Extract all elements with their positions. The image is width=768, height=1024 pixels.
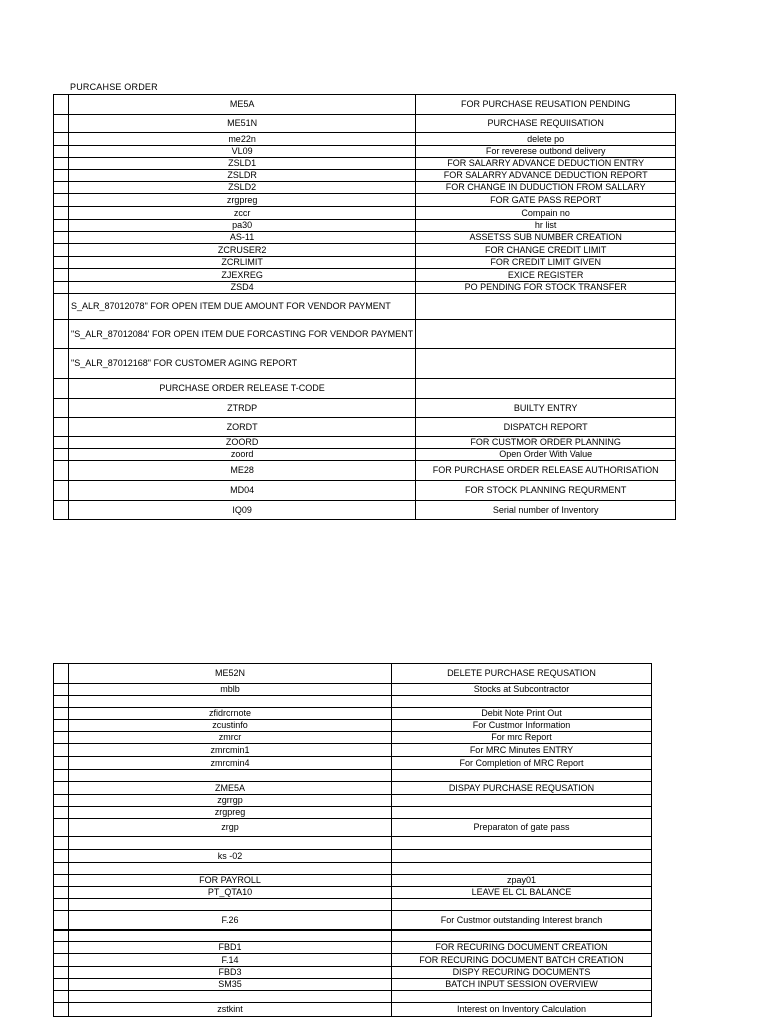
description-cell: Preparaton of gate pass: [392, 819, 652, 837]
row-index-cell: [54, 819, 69, 837]
table-row: [54, 899, 652, 911]
description-cell: FOR CREDIT LIMIT GIVEN: [416, 257, 676, 269]
table-row: [54, 449, 676, 461]
tcode-cell: zmrcr: [69, 732, 392, 744]
description-cell: PURCHASE REQUIISATION: [416, 115, 676, 133]
tcode-cell: ZOORD: [69, 437, 416, 449]
tcode-cell: zcustinfo: [69, 720, 392, 732]
tcode-table-3: [53, 929, 652, 1017]
table-row: [54, 744, 652, 757]
tcode-cell: zrgp: [69, 819, 392, 837]
table-row: [54, 875, 652, 887]
tcode-cell: FBD1: [69, 942, 392, 954]
tcode-cell: ZSLD1: [69, 158, 416, 170]
tcode-cell: ZORDT: [69, 418, 416, 437]
tcode-cell: ks -02: [69, 850, 392, 863]
tcode-cell: ME28: [69, 461, 416, 481]
table-row: [54, 911, 652, 931]
tcode-cell: ZTRDP: [69, 399, 416, 418]
row-index-cell: [54, 207, 69, 220]
tcode-cell: ZJEXREG: [69, 269, 416, 282]
description-cell: [392, 807, 652, 819]
description-cell: [392, 770, 652, 782]
tcode-cell: ME52N: [69, 664, 392, 684]
tcode-cell: [69, 837, 392, 850]
description-cell: [416, 320, 676, 349]
description-cell: For Custmor Information: [392, 720, 652, 732]
table-row: [54, 115, 676, 133]
tcode-cell: "S_ALR_87012084' FOR OPEN ITEM DUE FORCASTING FOR VENDOR PAYMENT: [69, 320, 416, 349]
description-cell: BATCH INPUT SESSION OVERVIEW: [392, 979, 652, 991]
row-index-cell: [54, 911, 69, 931]
table-row: [54, 696, 652, 708]
tcode-cell: ZSLDR: [69, 170, 416, 182]
description-cell: Compain no: [416, 207, 676, 220]
row-index-cell: [54, 875, 69, 887]
row-index-cell: [54, 954, 69, 967]
description-cell: For mrc Report: [392, 732, 652, 744]
row-index-cell: [54, 899, 69, 911]
description-cell: [392, 795, 652, 807]
table-row: [54, 942, 652, 954]
tcode-cell: ZME5A: [69, 782, 392, 795]
tcode-cell: AS-11: [69, 232, 416, 244]
row-index-cell: [54, 379, 69, 399]
description-cell: For reverese outbond delivery: [416, 146, 676, 158]
table-row: [54, 850, 652, 863]
description-cell: DISPAY PURCHASE REQUSATION: [392, 782, 652, 795]
description-cell: FOR PURCHASE ORDER RELEASE AUTHORISATION: [416, 461, 676, 481]
row-index-cell: [54, 708, 69, 720]
row-index-cell: [54, 269, 69, 282]
description-cell: [416, 349, 676, 379]
table-row: [54, 732, 652, 744]
description-cell: [392, 863, 652, 875]
table-row: [54, 782, 652, 795]
table-row: [54, 244, 676, 257]
tcode-cell: me22n: [69, 133, 416, 146]
row-index-cell: [54, 684, 69, 696]
tcode-cell: ZCRLIMIT: [69, 257, 416, 269]
description-cell: FOR CHANGE CREDIT LIMIT: [416, 244, 676, 257]
tcode-cell: "S_ALR_87012168" FOR CUSTOMER AGING REPORT: [69, 349, 416, 379]
table-row: [54, 146, 676, 158]
description-cell: FOR PURCHASE REUSATION PENDING: [416, 95, 676, 115]
description-cell: [392, 991, 652, 1003]
table-row: [54, 770, 652, 782]
row-index-cell: [54, 942, 69, 954]
table-row: [54, 967, 652, 979]
row-index-cell: [54, 282, 69, 294]
description-cell: hr list: [416, 220, 676, 232]
row-index-cell: [54, 863, 69, 875]
row-index-cell: [54, 182, 69, 194]
tcode-cell: zmrcmin4: [69, 757, 392, 770]
tcode-cell: zoord: [69, 449, 416, 461]
row-index-cell: [54, 115, 69, 133]
description-cell: ASSETSS SUB NUMBER CREATION: [416, 232, 676, 244]
description-cell: [392, 850, 652, 863]
table-row: [54, 708, 652, 720]
row-index-cell: [54, 449, 69, 461]
row-index-cell: [54, 170, 69, 182]
tcode-cell: zrgpreg: [69, 807, 392, 819]
tcode-cell: [69, 770, 392, 782]
table-row: [54, 930, 652, 942]
tcode-cell: ZSD4: [69, 282, 416, 294]
table-row: [54, 349, 676, 379]
row-index-cell: [54, 501, 69, 520]
table-row: [54, 757, 652, 770]
row-index-cell: [54, 991, 69, 1003]
tcode-cell: VL09: [69, 146, 416, 158]
table-row: [54, 207, 676, 220]
row-index-cell: [54, 782, 69, 795]
row-index-cell: [54, 133, 69, 146]
row-index-cell: [54, 887, 69, 899]
row-index-cell: [54, 979, 69, 991]
table-row: [54, 887, 652, 899]
row-index-cell: [54, 732, 69, 744]
row-index-cell: [54, 837, 69, 850]
row-index-cell: [54, 664, 69, 684]
row-index-cell: [54, 437, 69, 449]
row-index-cell: [54, 95, 69, 115]
table-row: [54, 979, 652, 991]
table-row: [54, 320, 676, 349]
table-row: [54, 133, 676, 146]
description-cell: [392, 696, 652, 708]
tcode-cell: [69, 696, 392, 708]
page-title: PURCAHSE ORDER: [70, 82, 158, 92]
description-cell: [392, 899, 652, 911]
tcode-cell: [69, 930, 392, 942]
tcode-cell: PURCHASE ORDER RELEASE T-CODE: [69, 379, 416, 399]
tcode-cell: IQ09: [69, 501, 416, 520]
table-row: [54, 379, 676, 399]
tcode-cell: [69, 863, 392, 875]
row-index-cell: [54, 220, 69, 232]
table-row: [54, 837, 652, 850]
description-cell: [392, 837, 652, 850]
row-index-cell: [54, 461, 69, 481]
description-cell: FOR CUSTMOR ORDER PLANNING: [416, 437, 676, 449]
description-cell: Stocks at Subcontractor: [392, 684, 652, 696]
row-index-cell: [54, 696, 69, 708]
row-index-cell: [54, 158, 69, 170]
tcode-cell: zfidrcrnote: [69, 708, 392, 720]
table-row: [54, 954, 652, 967]
description-cell: For Custmor outstanding Interest branch: [392, 911, 652, 931]
tcode-cell: F.14: [69, 954, 392, 967]
table-row: [54, 158, 676, 170]
table-row: [54, 182, 676, 194]
row-index-cell: [54, 1003, 69, 1017]
row-index-cell: [54, 232, 69, 244]
description-cell: FOR CHANGE IN DUDUCTION FROM SALLARY: [416, 182, 676, 194]
table-row: [54, 294, 676, 320]
tcode-cell: zrgpreg: [69, 194, 416, 207]
row-index-cell: [54, 795, 69, 807]
tcode-cell: ZCRUSER2: [69, 244, 416, 257]
row-index-cell: [54, 757, 69, 770]
table-row: [54, 807, 652, 819]
row-index-cell: [54, 744, 69, 757]
row-index-cell: [54, 850, 69, 863]
table-row: [54, 991, 652, 1003]
table-row: [54, 720, 652, 732]
description-cell: DELETE PURCHASE REQUSATION: [392, 664, 652, 684]
description-cell: FOR STOCK PLANNING REQURMENT: [416, 481, 676, 501]
description-cell: DISPY RECURING DOCUMENTS: [392, 967, 652, 979]
description-cell: FOR SALARRY ADVANCE DEDUCTION REPORT: [416, 170, 676, 182]
table-row: [54, 863, 652, 875]
row-index-cell: [54, 967, 69, 979]
description-cell: For Completion of MRC Report: [392, 757, 652, 770]
table-row: [54, 461, 676, 481]
tcode-cell: mblb: [69, 684, 392, 696]
row-index-cell: [54, 418, 69, 437]
tcode-cell: pa30: [69, 220, 416, 232]
description-cell: BUILTY ENTRY: [416, 399, 676, 418]
tcode-table-2: [53, 663, 652, 931]
tcode-cell: zccr: [69, 207, 416, 220]
row-index-cell: [54, 320, 69, 349]
description-cell: FOR SALARRY ADVANCE DEDUCTION ENTRY: [416, 158, 676, 170]
table-row: [54, 481, 676, 501]
row-index-cell: [54, 257, 69, 269]
description-cell: PO PENDING FOR STOCK TRANSFER: [416, 282, 676, 294]
table-row: [54, 95, 676, 115]
description-cell: zpay01: [392, 875, 652, 887]
table-row: [54, 194, 676, 207]
table-row: [54, 257, 676, 269]
description-cell: FOR RECURING DOCUMENT CREATION: [392, 942, 652, 954]
tcode-cell: [69, 991, 392, 1003]
table-row: [54, 282, 676, 294]
tcode-cell: zmrcmin1: [69, 744, 392, 757]
row-index-cell: [54, 244, 69, 257]
table-row: [54, 220, 676, 232]
tcode-cell: ME51N: [69, 115, 416, 133]
description-cell: Interest on Inventory Calculation: [392, 1003, 652, 1017]
row-index-cell: [54, 349, 69, 379]
row-index-cell: [54, 807, 69, 819]
row-index-cell: [54, 146, 69, 158]
table-row: [54, 501, 676, 520]
description-cell: LEAVE EL CL BALANCE: [392, 887, 652, 899]
description-cell: [392, 930, 652, 942]
table-row: [54, 232, 676, 244]
row-index-cell: [54, 770, 69, 782]
description-cell: [416, 294, 676, 320]
tcode-cell: FBD3: [69, 967, 392, 979]
table-row: [54, 170, 676, 182]
tcode-table-1: [53, 94, 676, 520]
description-cell: [416, 379, 676, 399]
description-cell: delete po: [416, 133, 676, 146]
table-row: [54, 399, 676, 418]
table-row: [54, 1003, 652, 1017]
tcode-cell: zgrrgp: [69, 795, 392, 807]
table-row: [54, 664, 652, 684]
tcode-cell: ME5A: [69, 95, 416, 115]
table-row: [54, 437, 676, 449]
description-cell: Debit Note Print Out: [392, 708, 652, 720]
description-cell: EXICE REGISTER: [416, 269, 676, 282]
tcode-cell: [69, 899, 392, 911]
description-cell: For MRC Minutes ENTRY: [392, 744, 652, 757]
tcode-cell: SM35: [69, 979, 392, 991]
row-index-cell: [54, 930, 69, 942]
description-cell: Open Order With Value: [416, 449, 676, 461]
description-cell: FOR RECURING DOCUMENT BATCH CREATION: [392, 954, 652, 967]
row-index-cell: [54, 194, 69, 207]
tcode-cell: ZSLD2: [69, 182, 416, 194]
table-row: [54, 819, 652, 837]
description-cell: FOR GATE PASS REPORT: [416, 194, 676, 207]
row-index-cell: [54, 294, 69, 320]
tcode-cell: F.26: [69, 911, 392, 931]
table-row: [54, 795, 652, 807]
row-index-cell: [54, 481, 69, 501]
description-cell: DISPATCH REPORT: [416, 418, 676, 437]
table-row: [54, 684, 652, 696]
tcode-cell: MD04: [69, 481, 416, 501]
tcode-cell: FOR PAYROLL: [69, 875, 392, 887]
description-cell: Serial number of Inventory: [416, 501, 676, 520]
table-row: [54, 269, 676, 282]
tcode-cell: zstkint: [69, 1003, 392, 1017]
table-row: [54, 418, 676, 437]
tcode-cell: S_ALR_87012078" FOR OPEN ITEM DUE AMOUNT FOR VENDOR PAYMENT: [69, 294, 416, 320]
row-index-cell: [54, 399, 69, 418]
row-index-cell: [54, 720, 69, 732]
tcode-cell: PT_QTA10: [69, 887, 392, 899]
